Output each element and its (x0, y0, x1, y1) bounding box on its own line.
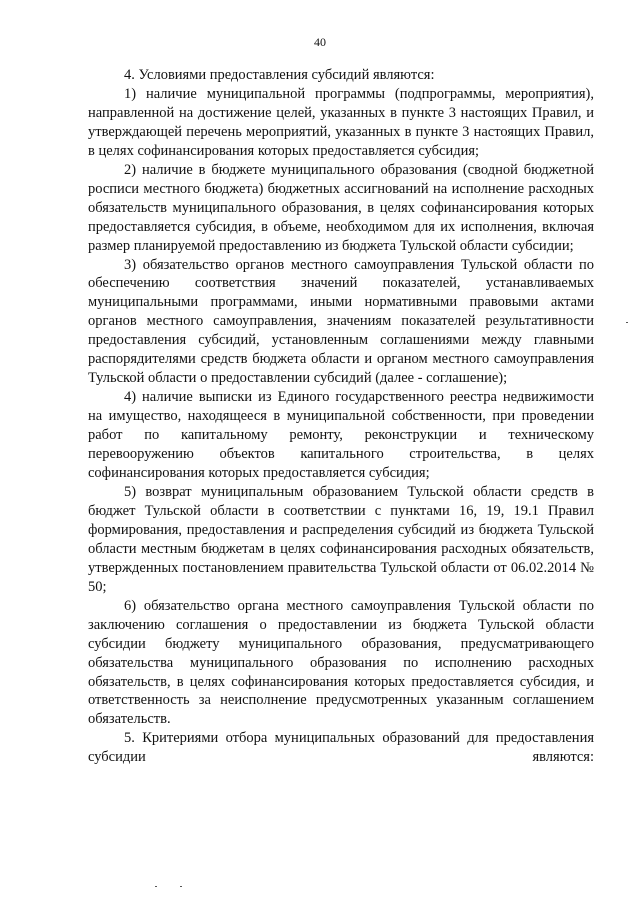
condition-5-paragraph: 5) возврат муниципальным образованием Тульской области средств в бюджет Тульской области в соответствии с пунктами 16, 19, 19.1 Правил формирования, предоставления и распределения субсидий из бюджета Тульской области местным бюджетам в целях софинансирования расходных обязательств, утвержденных постановлением правительства Тульской области от 06.02.2014 № 50; (88, 483, 594, 595)
condition-6-paragraph: 6) обязательство органа местного самоуправления Тульской области по заключению соглашения о предоставлении из бюджета Тульской области субсидии бюджету муниципального образования, предусматривающего обязательства муниципального образования по исполнению расходных обязательств, в целях софинансирования которых предоставляется субсидия, и ответственность за неисполнение предусмотренных указанным соглашением обязательств. (88, 597, 594, 728)
scan-artifact-bottom-left (155, 886, 157, 887)
section-4-heading: 4. Условиями предоставления субсидий являются: (124, 67, 435, 83)
condition-4-paragraph: 4) наличие выписки из Единого государственного реестра недвижимости на имущество, находящееся в муниципальной собственности, при проведении работ по капитальному ремонту, реконструкции и техническому перевооружению объектов капитального строительства, в целях софинансирования которых предоставляется субсидия; (88, 389, 594, 482)
condition-2-paragraph: 2) наличие в бюджете муниципального образования (сводной бюджетной росписи местного бюджета) бюджетных ассигнований на исполнение расходных обязательств муниципального образования, в целях софинансирования которых предоставляется субсидия, в объеме, необходимом для их исполнения, включая размер планируемой предоставлению из бюджета Тульской области субсидии; (88, 161, 594, 254)
scan-artifact-right (626, 322, 628, 323)
document-body (88, 66, 594, 767)
scan-artifact-bottom-right (180, 886, 182, 887)
page-number: 40 (314, 35, 326, 49)
condition-1-paragraph: 1) наличие муниципальной программы (подпрограммы, мероприятия), направленной на достижение целей, указанных в пункте 3 настоящих Правил, и утверждающей перечень мероприятий, указанных в пункте 3 настоящих Правил, в целях софинансирования которых предоставляется субсидия; (88, 85, 594, 159)
section-5-heading: 5. Критериями отбора муниципальных образований для предоставления субсидии являются: (88, 730, 594, 766)
condition-3-paragraph: 3) обязательство органов местного самоуправления Тульской области по обеспечению соответствия значений показателей, устанавливаемых муниципальными программами, иными нормативными правовыми актами органов местного самоуправления, значениям показателей результативности предоставления субсидий, установленным соглашениями между главными распорядителями средств бюджета области и органом местного самоуправления Тульской области о предоставлении субсидий (далее - соглашение); (88, 256, 594, 387)
